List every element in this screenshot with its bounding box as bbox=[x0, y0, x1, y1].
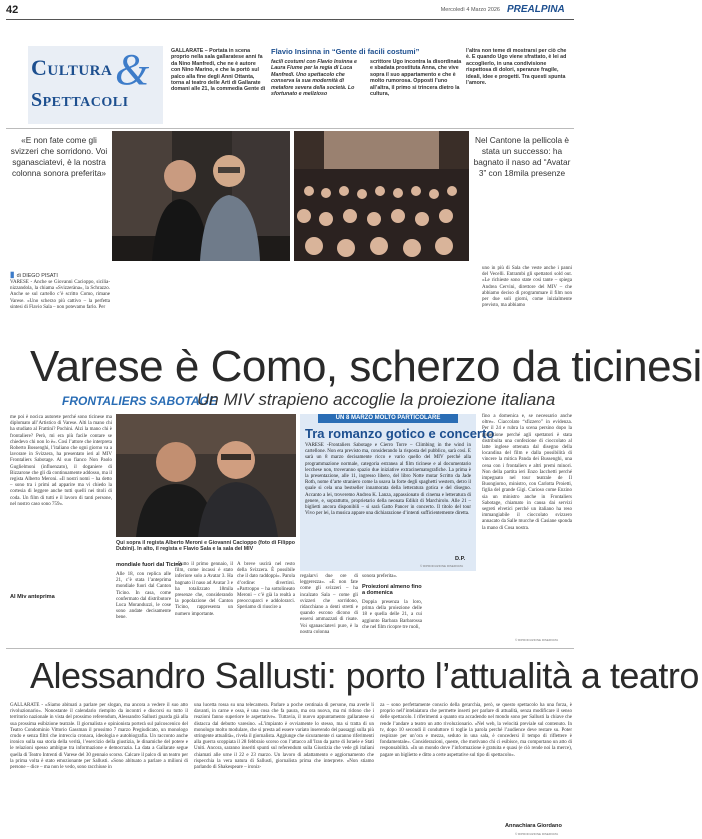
main-headline: Varese è Como, scherzo da ticinesi bbox=[30, 342, 702, 391]
article-subhead: Un MIV strapieno accoglie la proiezione italiana bbox=[197, 390, 556, 409]
article2-column-3: za – sono perfettamente conscio della gerarchia, però, se questo spettacolo ha una forza, è proprio nell’intelaiatura che permette inserti per parlare di attualità, senza modificare il senso delle spettacolo. I riferimenti a quanto sta accadendo nel mondo sono per Sallusti la chiave che rende l’andare a teatro un atto rivoluzionario. «Nel web, la velocità previale sul contenuto. In tv, dopo 10 secondi il conduttore ti toglie la parola perché l’audience deve restare su. Poter respirare per un’ora e mezza, seduto in una sala, è concedersi il tempo di riflettere è fondamentale». Considerazioni, queste, che motivano chi ci esibisce, ma comportano un atto di responsabilità. «In un mondo dove l’informazione è gratuita e quasi (e ciò rende noi la merce), pagare un biglietto e ditto a certe aspettative sul tipo di spettacolo». bbox=[380, 703, 572, 758]
article-column-2: me poi è nocica autorete perché sono ticinese ma diplomato all’Artistico di Varese. Alti la mano chi ha studiato al Frattini? Pochini. Alzi la mano chi è frontaliere? Però, mi era più facile contare se chiedevo chi non lo è». Così l’attore che interpreta Roberto Bossenghi, l’italiano che ogni giorno va a lavorare in Svizzera, ha presentato ieri al MIV Frontaliers Sabotage. Al suo fianco Non Paolo Guglielmoni (influenzato), il doganiere di Bizzarone che gli dà continuamente addosso, ma il regista Alberto Meroni. «Il nostri nomi – ha detto – sono tra i primi ad apparire ma vi chiedo la cortesia di leggere anche tutti quelli nei titoli di coda. Un film di tutti e il lavoro di tanti persone, nel nostro caso sono 759». bbox=[10, 415, 112, 507]
article-credit: © RIPRODUZIONE RISERVATA bbox=[515, 638, 559, 642]
pull-quote-left: «E non fate come gli svizzeri che sorridono. Voi sganasciatevi, è la nostra colonna sonora preferita» bbox=[10, 135, 108, 178]
sidebar-text: VARESE -Frontaliers Sabotage e Cierro Torre – Climbing in the wind in cartellone. Non era previsto ma, considerando la risposta del pubblico, sarà così. E sarà un 8 marzo decisamente ricco e vario quello del MIV perché alla programmazione normale, categoria estranea al film ticinese e al documentario lecchese non, troveranno spazio due iniziative extracinematografiche. La prima è la presentazione, alle 11, ingresso libero, del libro Notte mutar Scritto da Jade Roth, nome d’arte straniero come la usava la forte degli spaghetti western, detro il quale si cela una bestseller innamorata della letteratura gotica e del disegno. Accanto a lei, troveremo Andrea K. Lanza, appassionato di cinema e letteratura di genere, e, soprattutto, proprietario della neonata Edikit di Marchirolo. Alle 21 – biglietti ancora disponibili – si sarà Gatto Pancer in concerto. Il titolo del tour Vivo per lei, la musica appare una dichiarazione d’intenti sufficientemente diretta. bbox=[305, 443, 471, 517]
photo-illustration bbox=[294, 131, 469, 261]
article-column-4: «Dutto il primo gennaio, il film, come incassi è stato inferiore solo a Avatar 3. Ha bagnato il naso ad Avatar 3 e ha totalizzato 18mila presenze che, considerando la popolazione del Canton Ticino, rappresenta un numero importante. bbox=[175, 562, 233, 617]
article-column-7b: Doppia presenza la loro, prima della proiezione delle 18 e quella delle 21, a cui aggiunto Barbara Barbarossa che nel film ricopre tre ruoli, bbox=[362, 600, 422, 630]
sidebar-title: Tra romanzo gotico e concerto bbox=[305, 426, 495, 441]
section-ampersand: & bbox=[115, 45, 150, 94]
section-title-shows: Spettacoli bbox=[31, 89, 129, 111]
article-note: AI Miv anteprima bbox=[10, 594, 55, 600]
sidebar-tag: UN 8 MARZO MOLTO PARTICOLARE bbox=[318, 414, 458, 423]
photo-cinema-audience bbox=[294, 131, 469, 261]
pull-quote-right: Nel Cantone la pellicola è stata un successo: ha bagnato il naso ad “Avatar 3” con 18mila presenze bbox=[473, 135, 571, 178]
teaser-text: scrittore Ugo incontra la disordinata e sbadata prostituta Anna, che vive sopra il suo appartamento e che è molto rumorosa. Opposti l’uno all’altra, il primo si trincera dietro la cultura, bbox=[370, 59, 462, 98]
page-number: 42 bbox=[6, 4, 19, 16]
teaser-headline: Flavio Insinna in “Gente di facili costumi” bbox=[271, 47, 420, 56]
photo-illustration bbox=[116, 414, 296, 537]
newspaper-brand: PREALPINA bbox=[507, 4, 565, 15]
article2-signature: Annachiara Giordano bbox=[505, 823, 562, 829]
teaser-col-3 bbox=[370, 59, 462, 125]
banner-rule bbox=[6, 128, 574, 129]
article-column-7: sonora preferita». bbox=[362, 574, 398, 579]
article-column-8: fino a domenica e, se necessario anche oltre». Ciaccolato “sfizzero” in evidenza. Per il 24 e rubra la scena persino dopo la proiezione perché agli spettatori è stata distribuita una confezione di cioccolato al latte inglese ottenuta dal disegno della locandina del film e dalla possibilità di vincere la mitica Panda dei Bussenghi, una cena con i frontaliers e altri premi minori. Non della partita ieri Enzo Iacchetti perché impegnato nel tour teatrale de Il Buongiorno, ministro, con Carlotta Proietti, figlia del grande Gigi. Curioso come Enzino sia un ministro anche in Frontaliers Sabotage, chiamato in causa dai servizi segreti elvetici perché un italiano ha reso immangiabile il cioccolato svizzero annacato da Salle mucche di Casiane sponda la mano di Cosa nostra. bbox=[482, 414, 572, 531]
header-rule bbox=[6, 19, 574, 20]
article-subheading-2: Proiezioni almeno fino a domenica bbox=[362, 584, 422, 597]
article-column-1: VARESE - Anche se Giovanni Cacioppo, sicilia-nizzandola, la chiama «Svizzeràna», la Schrazzo. Anche se sul cartello c’è scritto Como, rimane Varese. «Uno scherzo più cattivo – la perfetta sintesi di Flavio Sala – non potevamo farlo. Per bbox=[10, 280, 110, 310]
issue-date: Mercoledì 4 Marzo 2026 bbox=[440, 7, 500, 13]
article-column-5: A breve uscirà nel resto della Svizzera. È possibile che il dato raddoppi». Parola d’ordine: divertirsi. «Partroppo – ha sottolineato Meroni – c’è già la realtà a preoccuparci e addolorarci. Speriamo di riuscire a bbox=[237, 562, 295, 611]
article-column-3: Alle 18, con replica alle 21, c’è stata l’anteprima mondiale fuori dal Canton Ticino. In casa, come confermato dal distributore Luca Moranduzzi, le cose sono andate decisamente bene. bbox=[116, 572, 171, 621]
teaser-text: l’altra non teme di mostrarsi per ciò che è. E quando Ugo viene sfrattato, è lei ad accoglierlo, in una condivisione rispettosa di dolori, speranze fragile, ideali, idee e progetti. Tra questi spunta l’amore. bbox=[466, 48, 567, 87]
article-column-right-top: uno in più di Sala che veste anche i panni del Vecelli. Entrambi gli spettatori sold out. «Le richieste sono state così tante – spiega Andrea Cervini, direttore del MIV – che abbiamo deciso di programmare il film non per due soli giorni, come inizialmente previsto, ma abbiamo bbox=[482, 266, 572, 309]
sidebar-credit: © RIPRODUZIONE RISERVATA bbox=[420, 564, 464, 568]
teaser-col-4 bbox=[466, 48, 568, 126]
article-column-6: regalarvi due ore di leggerezza». «E non fate come gli svizzeri – ha incalzato Sala – come gli svizzeri che sorridono, ridacchiano a denti stretti e quando escono dicono di essersi ammazzati di risate. Voi sganasciatevi pure, è la nostra colonna bbox=[300, 574, 358, 635]
article2-column-2: una lucetta rossa su una telecamera. Parlare a poche centinaia di persone, ma averle li davanti, in carne e ossa, è una cosa che fa paura, ma ora nuova, ma mi ridono che i reazioni fanno superiore le aspettative». Tuttavia, il nuovo appuntamento gallaratese si distacca dal debutto varesino. «L’impianto è ovviamente lo stesso, ma si tratta di un monologo molto modulare, che si presta ad essere variato inserendo del passaggi sulla più stringente attualità», rivela il giornalista. Aggiunge che sicuramente ci saranno riferimenti alla guerra scoppiata il 28 febbraio scorso con l’attacco all’Iran da parte di Israele e Stati Uniti. Ancora, saranno inseriti spunti sul referendum sulla Giustizia che vede gli italiani chiamati alle urne il 22 e 23 marzo. Un lavoro di adattamento e aggiornamento che rispecchia la vera natura di Sallusti, giornalista prima che interprete. «Non stiamo parlando di Shakespeare – ironiz- bbox=[194, 703, 374, 771]
sidebar-signature: D.P. bbox=[455, 556, 466, 562]
article-byline: ▮ di DIEGO PISATI bbox=[10, 270, 58, 279]
article2-credit: © RIPRODUZIONE RISERVATA bbox=[515, 832, 559, 836]
photo-caption: Qui sopra il regista Alberto Meroni e Giovanni Cacioppo (foto di Filippo Dubini). In alto, il regista e Flavio Sala e la sala del MIV bbox=[116, 540, 296, 553]
article-subheading: mondiale fuori dal Ticino bbox=[116, 562, 183, 568]
photo-meroni-cacioppo bbox=[116, 414, 296, 537]
article2-column-1: GALLARATE - «Siamo abituati a parlare per slogan, ma ancora a vedere il suo atto rivoluzionario». Nonostante il calendario riempito da incontri e discorsi su tutto il territorio nazionale in vista del prossimo referendum, Alessandro Sallusti guarda già alla sua prossima esibizione teatrale. Il giornalista e opinionista porterà sul palcoscenico del Teatro Condominio Vittorio Gassman il prossimo 7 marzo Pregiudicato, un monologo crudo e senza filtri che intreccia cronaca, ideologia e autobiografia. Un racconto anche ironico sulla sua storia della verità, l’esercizio della giustizia, le dinamiche del potere e le relazioni spesso ambigue tra informazione e democrazia. La data a Gallarate segue quella di Teatro Intrenti di Varese del 30 gennaio scorso. Calcare il palco di un teatro per la prima volta è stato emozionante per Sallusti. «Sono abituato a parlare a milioni di persone – dice – ma non le vedo, sono racchiuse in bbox=[10, 703, 188, 771]
bullet-icon: ▮ bbox=[10, 270, 17, 279]
teaser-text: GALLARATE – Portata in scena proprio nella sala gallaratese anni fa da Nino Manfredi, che ne è autore con Nino Marino, e che la portò sul palco alla fine degli Anni Ottanta, torna al teatro delle Arti di Gallarate domani alle 21, la commedia Gente di bbox=[171, 48, 266, 93]
article-kicker: FRONTALIERS SABOTAGE bbox=[62, 394, 217, 408]
teaser-col-1 bbox=[171, 48, 266, 126]
teaser-text: facili costumi con Flavio Insinna e Laura Fiume per la regia di Luca Manfredi. Uno spettacolo che conserva la sua modernità di metafore severa della società. Lo sfortunato e melizioso bbox=[271, 59, 357, 98]
article-separator bbox=[6, 648, 574, 649]
photo-illustration bbox=[112, 131, 290, 261]
section-title-culture: Cultura bbox=[31, 55, 113, 80]
photo-director-and-actor bbox=[112, 131, 290, 261]
second-headline: Alessandro Sallusti: porto l’attualità a teatro bbox=[30, 655, 699, 696]
